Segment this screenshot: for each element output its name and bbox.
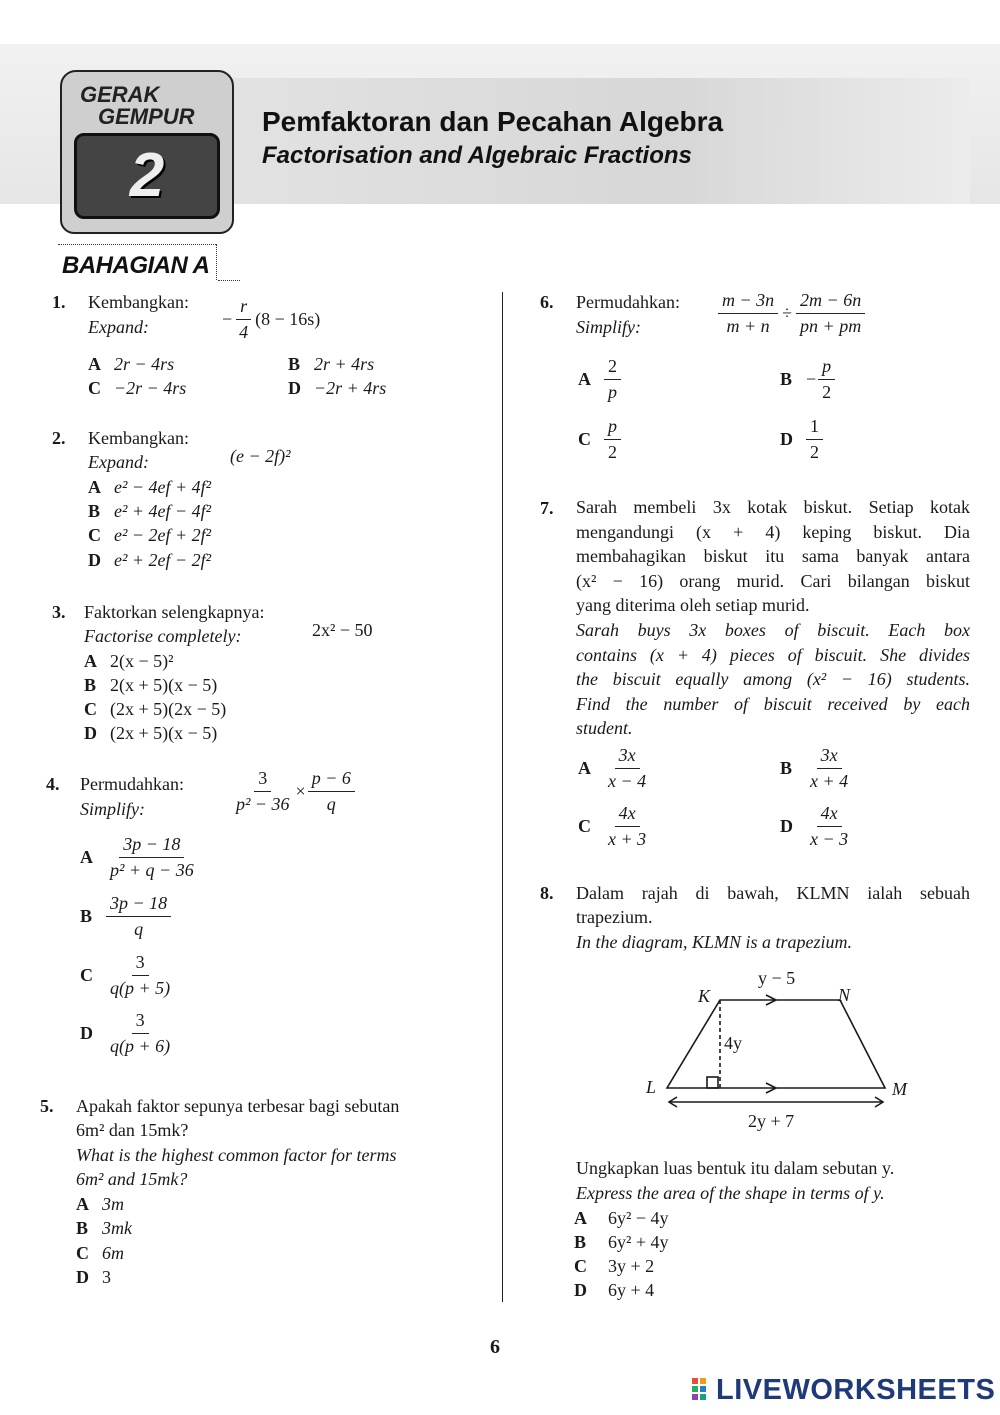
q1-expression: − $\frac{r}{4}$ (8 − 16s)	[222, 296, 321, 342]
q6-option-b[interactable]: B − $\frac{p}{2}$	[780, 356, 835, 403]
page-number: 6	[490, 1336, 500, 1358]
q7-prompt-ms: Sarah membeli 3x kotak biskut. Setiap kotak mengandungi (x + 4) keping biskut. Dia membahagikan biskut itu sama banyak antara (x² − 16) orang murid. Cari bilangan biskut yang diterima oleh setiap murid.	[576, 497, 970, 616]
q2-prompt-ms: Kembangkan:	[88, 428, 189, 448]
q6-expression: $\frac{m - 3n}{m + n}$ ÷ $\frac{2m - 6n}{pn + pm}$	[718, 290, 865, 337]
vertex-l: L	[646, 1077, 657, 1097]
q8-option-d[interactable]: D 6y + 4	[574, 1280, 655, 1300]
q3-prompt-en: Factorise completely:	[84, 626, 242, 646]
chapter-title-ms: Pemfaktoran dan Pecahan Algebra	[262, 106, 724, 137]
q1-prompt-ms: Kembangkan:	[88, 292, 189, 312]
liveworksheets-watermark: LIVEWORKSHEETS	[716, 1374, 996, 1406]
q8-option-a[interactable]: A 6y² − 4y	[574, 1208, 669, 1228]
q6-option-c[interactable]: C $\frac{p}{2}$	[578, 416, 621, 463]
q7-option-d[interactable]: D $\frac{4x}{x - 3}$	[780, 803, 849, 849]
q1-option-b[interactable]: B 2r + 4rs	[288, 354, 375, 374]
q4-prompt-ms: Permudahkan:	[80, 774, 184, 794]
q3-prompt-ms: Faktorkan selengkapnya:	[84, 602, 265, 622]
q8-ask-en: Express the area of the shape in terms of y.	[576, 1183, 885, 1203]
q5-option-c[interactable]: C 6m	[76, 1243, 124, 1263]
q3-option-b[interactable]: B 2(x + 5)(x − 5)	[84, 675, 218, 695]
q7-option-b[interactable]: B $\frac{3x}{x + 4}$	[780, 745, 849, 791]
liveworksheets-logo-icon	[692, 1378, 714, 1402]
q2-expression: (e − 2f)²	[230, 446, 291, 466]
bottom-side-label: 2y + 7	[748, 1111, 795, 1131]
q2-prompt-en: Expand:	[88, 452, 149, 472]
q2-option-b[interactable]: B e² + 4ef − 4f²	[88, 501, 212, 521]
q1-option-c[interactable]: C −2r − 4rs	[88, 378, 187, 398]
q8-option-b[interactable]: B 6y² + 4y	[574, 1232, 669, 1252]
q4-option-c[interactable]: C $\frac{3}{q(p + 5)}$	[80, 952, 171, 998]
q3-expression: 2x² − 50	[312, 620, 373, 640]
q8-ask-ms: Ungkapkan luas bentuk itu dalam sebutan y.	[576, 1158, 895, 1178]
q7-option-c[interactable]: C $\frac{4x}{x + 3}$	[578, 803, 647, 849]
q1-option-d[interactable]: D −2r + 4rs	[288, 378, 387, 398]
q5-prompt-ms-2: 6m² dan 15mk?	[76, 1120, 189, 1140]
q3-option-a[interactable]: A 2(x − 5)²	[84, 651, 174, 671]
height-label: 4y	[724, 1033, 742, 1053]
q7-prompt-en: Sarah buys 3x boxes of biscuit. Each box contains (x + 4) pieces of biscuit. She divides the biscuit equally among (x² − 16) students. Find the number of biscuit received by each student.	[576, 620, 970, 739]
section-border-right	[216, 244, 217, 280]
q2-option-d[interactable]: D e² + 2ef − 2f²	[88, 550, 212, 570]
q6-option-d[interactable]: D $\frac{1}{2}$	[780, 416, 823, 463]
q6-option-a[interactable]: A $\frac{2}{p}$	[578, 356, 621, 403]
badge-label: GERAK GEMPUR	[80, 82, 195, 129]
q3-option-c[interactable]: C (2x + 5)(2x − 5)	[84, 699, 227, 719]
q4-option-a[interactable]: A $\frac{3p - 18}{\text{p² + q − 36}}$	[80, 834, 194, 880]
section-heading: BAHAGIAN A	[62, 252, 210, 279]
q6-prompt-ms: Permudahkan:	[576, 292, 680, 312]
q4-option-b[interactable]: B $\frac{3p - 18}{q}$	[80, 893, 171, 940]
chapter-number: 2	[74, 133, 220, 219]
q6-prompt-en: Simplify:	[576, 317, 641, 337]
section-border-top	[58, 244, 216, 245]
q5-prompt-en-1: What is the highest common factor for terms	[76, 1145, 397, 1165]
q4-prompt-en: Simplify:	[80, 799, 145, 819]
q8-prompt-ms-1: Dalam rajah di bawah, KLMN ialah sebuah	[576, 883, 970, 903]
q3-option-d[interactable]: D (2x + 5)(x − 5)	[84, 723, 218, 743]
q8-option-c[interactable]: C 3y + 2	[574, 1256, 655, 1276]
column-divider	[502, 292, 503, 1302]
q8-prompt-ms-2: trapezium.	[576, 907, 653, 927]
q4-expression: $\frac{3}{\text{p² − 36}}$ × $\frac{p - 6}{q}$	[232, 768, 355, 815]
q8-prompt-en: In the diagram, KLMN is a trapezium.	[576, 932, 853, 952]
vertex-n: N	[838, 985, 851, 1005]
q1-prompt-en: Expand:	[88, 317, 149, 337]
trapezium-shape	[667, 1000, 885, 1088]
q2-option-c[interactable]: C e² − 2ef + 2f²	[88, 525, 212, 545]
top-side-label: y − 5	[758, 968, 796, 988]
q5-option-a[interactable]: A 3m	[76, 1194, 124, 1214]
vertex-m: M	[892, 1079, 907, 1099]
q5-prompt-en-2: 6m² and 15mk?	[76, 1169, 188, 1189]
section-border-tail	[218, 280, 240, 281]
q5-option-b[interactable]: B 3mk	[76, 1218, 132, 1238]
header-title-panel	[230, 78, 970, 204]
trapezium-diagram	[640, 960, 920, 1140]
vertex-k: K	[698, 986, 711, 1006]
chapter-title-en: Factorisation and Algebraic Fractions	[262, 142, 692, 169]
right-angle-mark	[707, 1077, 718, 1088]
q7-option-a[interactable]: A $\frac{3x}{x - 4}$	[578, 745, 647, 791]
q5-option-d[interactable]: D 3	[76, 1267, 111, 1287]
q4-option-d[interactable]: D $\frac{3}{q(p + 6)}$	[80, 1010, 171, 1056]
q1-option-a[interactable]: A 2r − 4rs	[88, 354, 175, 374]
q2-option-a[interactable]: A e² − 4ef + 4f²	[88, 477, 212, 497]
q5-prompt-ms-1: Apakah faktor sepunya terbesar bagi sebutan	[76, 1096, 400, 1116]
